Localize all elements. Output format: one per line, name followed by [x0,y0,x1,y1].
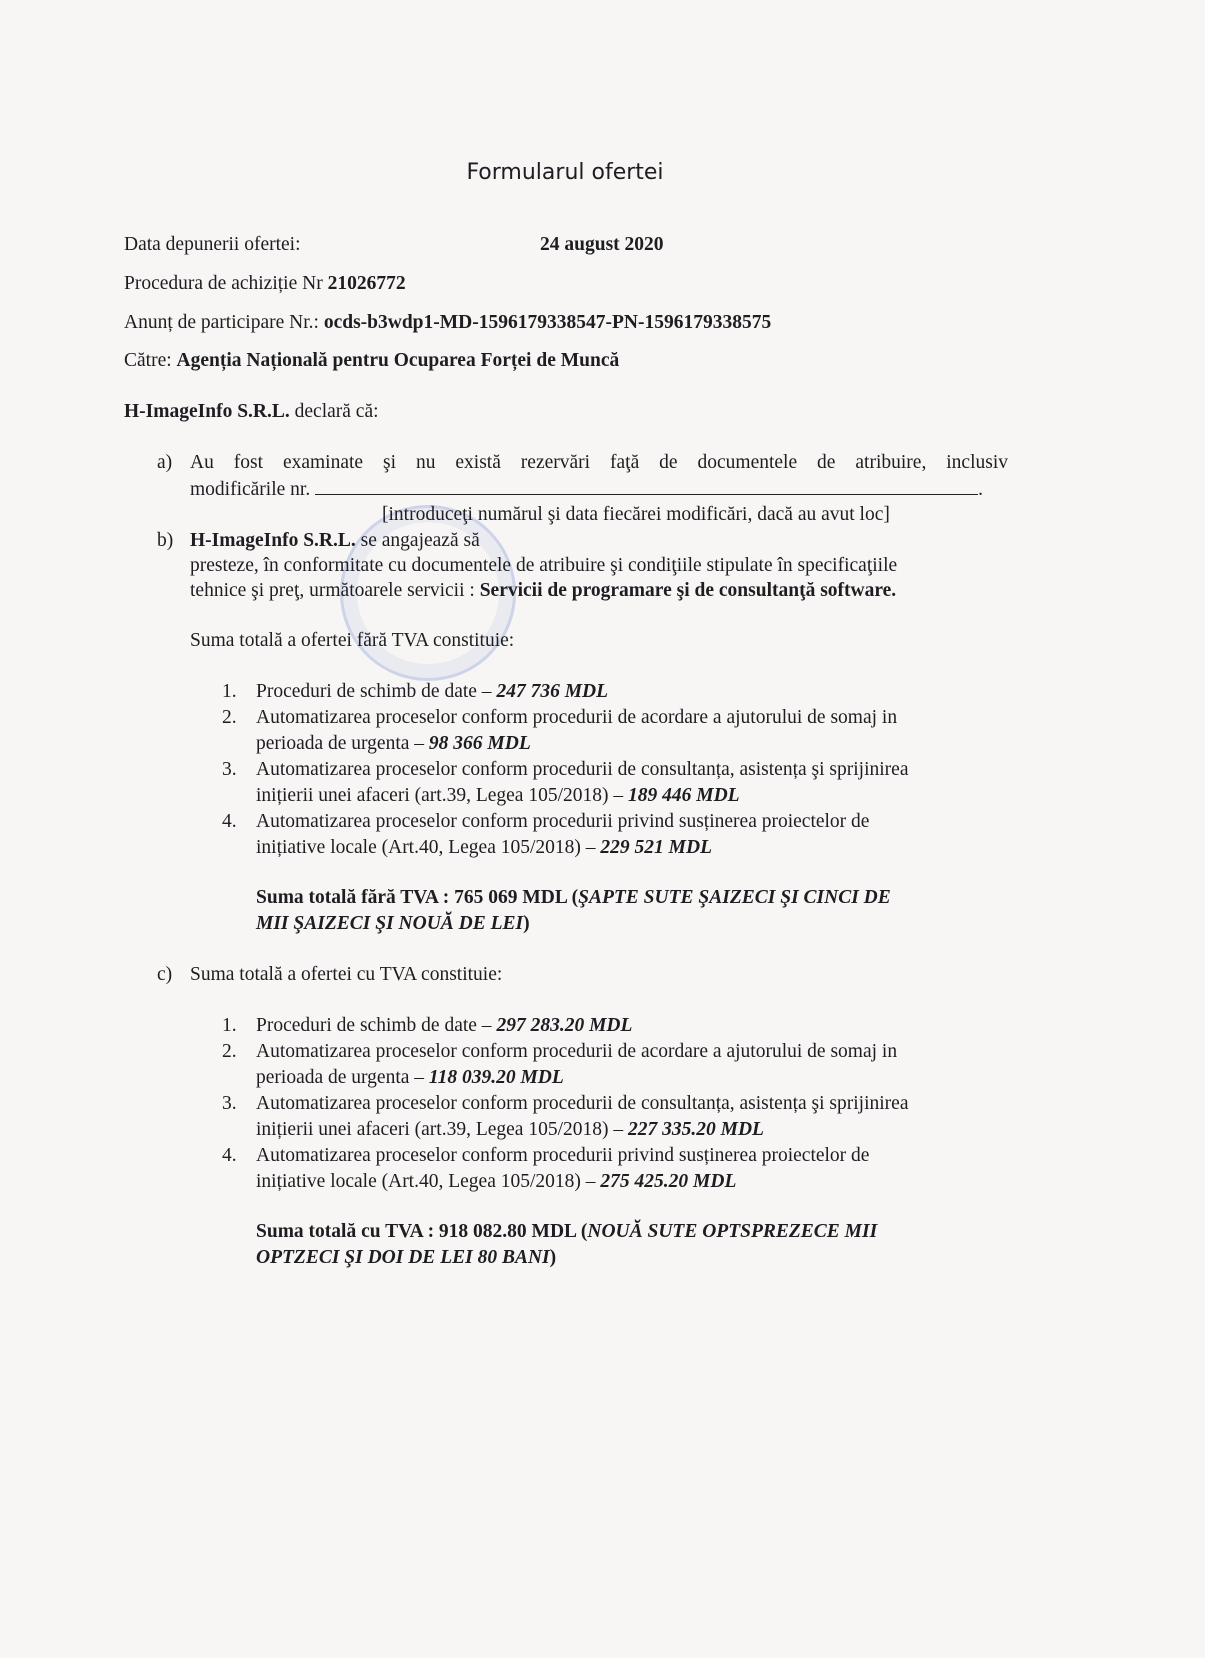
item-amount: 297 283.20 MDL [496,1015,633,1036]
item-text-2: inițiative locale (Art.40, Legea 105/2018) – [256,837,601,858]
item-text: Automatizarea proceselor conform procedurii de consultanța, asistența şi sprijinirea [256,759,909,780]
total-with-vat-label: Suma totală cu TVA : 918 082.80 MDL ( [256,1221,588,1242]
item-text-2: inițiative locale (Art.40, Legea 105/2018) – [256,1171,601,1192]
item-line1 [256,1015,632,1037]
item-line1 [256,1093,908,1115]
total-with-vat [256,1221,877,1269]
notice-number [124,312,771,334]
item-number: 2. [222,707,237,728]
item-amount: 227 335.20 MDL [627,1119,764,1140]
section-a-line1: Au fost examinate şi nu există rezervări faţă de documentele de atribuire, inclusiv [190,452,1008,473]
section-a-hint: [introduceţi numărul şi data fiecărei modificări, dacă au avut loc] [382,504,890,525]
item-line2 [256,785,740,807]
total-with-vat-close: ) [549,1247,557,1268]
item-line2 [256,733,531,755]
item-amount: 247 736 MDL [496,681,609,702]
item-line1 [256,811,869,833]
item-line2 [256,837,712,859]
notice-label: Anunț de participare Nr.: [124,312,319,333]
item-text: Automatizarea proceselor conform procedurii privind susținerea proiectelor de [256,1145,870,1166]
item-line1 [256,681,608,703]
section-b-line2: presteze, în conformitate cu documentele de atribuire şi condiţiile stipulate în specificaţiile [190,555,898,576]
item-amount: 229 521 MDL [600,837,712,858]
item-text-2: perioada de urgenta – [256,1067,429,1088]
item-number: 1. [222,1015,237,1036]
item-text: Automatizarea proceselor conform procedurii privind susținerea proiectelor de [256,811,870,832]
sum-without-vat-label: Suma totală a ofertei fără TVA constituie: [190,630,515,651]
item-line2 [256,1067,564,1089]
item-number: 4. [222,811,237,832]
notice-value: ocds-b3wdp1-MD-1596179338547-PN-1596179338575 [323,312,772,333]
services-name: Servicii de programare şi de consultanţă software. [479,580,897,601]
section-b-company: H-ImageInfo S.R.L. [190,530,356,551]
item-number: 3. [222,759,237,780]
section-b-line1: se angajează să [360,530,480,551]
total-without-vat-close: ) [523,913,530,934]
procedure-value: 21026772 [327,273,406,294]
total-without-vat [256,887,891,935]
procedure-number [124,273,406,295]
item-text: Proceduri de schimb de date – [256,1015,497,1036]
item-amount: 189 446 MDL [627,785,740,806]
bidder-declaration [124,401,379,423]
bidder-name: H-ImageInfo S.R.L. [124,401,290,422]
section-a-line2: modificările nr. [190,479,311,500]
item-line2 [256,1171,736,1193]
item-line1 [256,759,908,781]
total-with-vat-words-1: NOUĂ SUTE OPTSPREZECE MII [587,1221,878,1242]
item-line1 [256,707,897,729]
item-text-2: inițierii unei afaceri (art.39, Legea 105/2018) – [256,1119,628,1140]
total-without-vat-label: Suma totală fără TVA : 765 069 MDL ( [256,887,579,908]
modifications-blank [315,478,978,495]
date-label: Data depunerii ofertei: [124,234,301,255]
item-text: Automatizarea proceselor conform procedurii de acordare a ajutorului de somaj in [256,707,898,728]
recipient [124,350,619,372]
item-number: 1. [222,681,237,702]
item-text: Proceduri de schimb de date – [256,681,497,702]
page-title: Formularul ofertei [466,160,664,185]
section-b-line3: tehnice şi preţ, următoarele servicii : [190,580,475,601]
item-text-2: inițierii unei afaceri (art.39, Legea 105/2018) – [256,785,628,806]
item-line1 [256,1145,869,1167]
procedure-label: Procedura de achiziție Nr [124,273,323,294]
total-without-vat-words-1: ŞAPTE SUTE ŞAIZECI ŞI CINCI DE [578,887,891,908]
submission-date [124,234,664,256]
item-number: 2. [222,1041,237,1062]
recipient-label: Către: [124,350,172,371]
section-b-label: b) [157,530,174,551]
date-value: 24 august 2020 [540,234,664,255]
item-amount: 98 366 MDL [428,733,531,754]
section-a-period: . [978,479,983,500]
total-with-vat-words-2: OPTZECI ŞI DOI DE LEI 80 BANI [256,1247,550,1268]
item-text-2: perioada de urgenta – [256,733,429,754]
item-text: Automatizarea proceselor conform procedurii de consultanța, asistența şi sprijinirea [256,1093,909,1114]
section-c-label: c) [157,964,173,985]
total-without-vat-words-2: MII ŞAIZECI ŞI NOUĂ DE LEI [256,913,524,934]
item-number: 3. [222,1093,237,1114]
item-line2 [256,1119,764,1141]
item-number: 4. [222,1145,237,1166]
declares-text: declară că: [294,401,379,422]
item-text: Automatizarea proceselor conform procedurii de acordare a ajutorului de somaj in [256,1041,898,1062]
sum-with-vat-label: Suma totală a ofertei cu TVA constituie: [190,964,503,985]
item-amount: 118 039.20 MDL [428,1067,564,1088]
section-a-label: a) [157,452,173,473]
recipient-value: Agenția Națională pentru Ocuparea Forței de Muncă [176,350,620,371]
item-line1 [256,1041,897,1063]
item-amount: 275 425.20 MDL [600,1171,737,1192]
